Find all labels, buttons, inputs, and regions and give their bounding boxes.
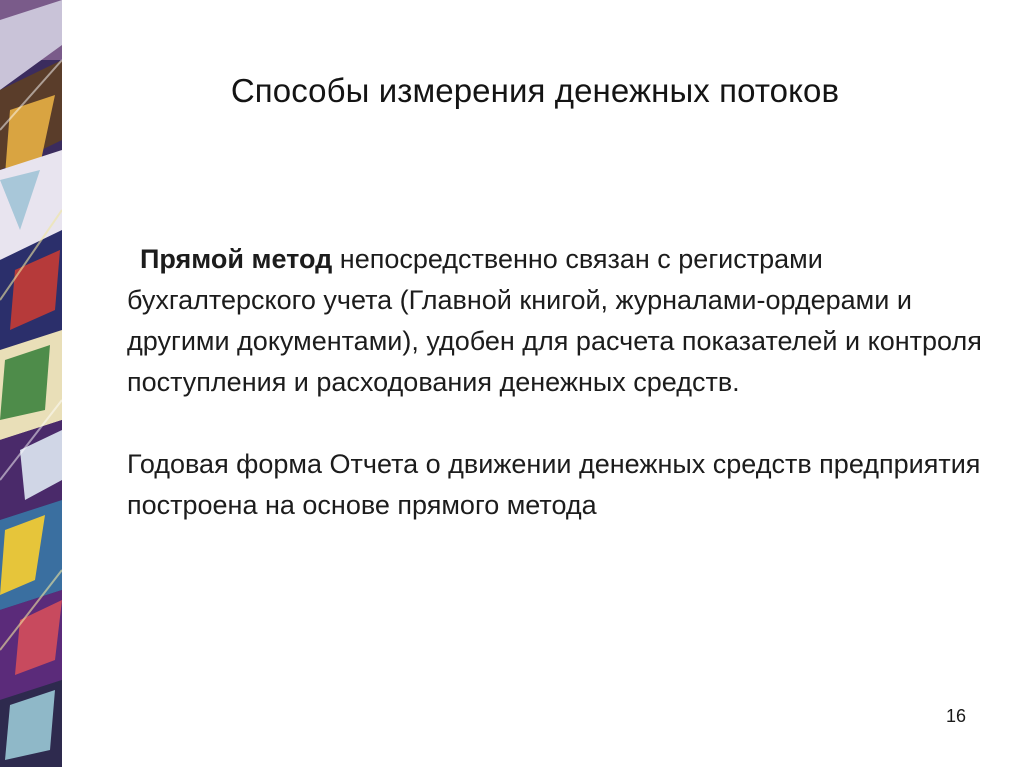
page-number: 16 <box>945 706 967 726</box>
abstract-art-image <box>0 0 62 767</box>
slide-title: Способы измерения денежных потоков <box>230 72 840 109</box>
paragraph-direct-method-text: непосредственно связан с регистрами бухгалтерского учета (Главной книгой, журналами-ордерами и другими документами), удобен для расчета показателей и контроля поступления и расходования денежных средств. <box>127 244 982 397</box>
decorative-artwork-strip <box>0 0 62 767</box>
bold-lead-term: Прямой метод <box>140 244 333 274</box>
paragraph-direct-method <box>127 239 987 403</box>
slide-body <box>127 239 987 526</box>
paragraph-annual-report: Годовая форма Отчета о движении денежных средств предприятия построена на основе прямого метода <box>127 449 981 520</box>
